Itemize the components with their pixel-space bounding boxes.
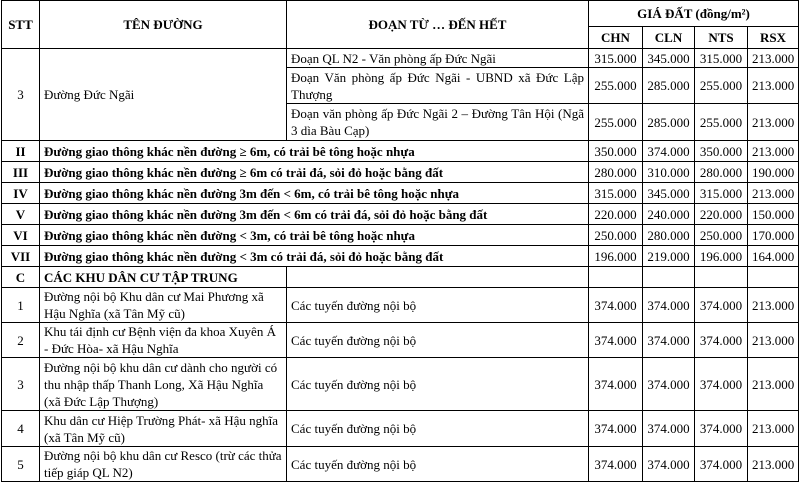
price-rsx: 213.000 [748, 411, 799, 447]
price-cln: 374.000 [643, 411, 695, 447]
price-cln: 374.000 [643, 323, 695, 358]
price-nts: 220.000 [695, 204, 748, 225]
table-row [2, 162, 799, 183]
road-type-cell: Đường giao thông khác nền đường < 3m có trải đá, sỏi đỏ hoặc bằng đất [40, 246, 589, 267]
table-row [2, 411, 799, 447]
stt-cell: 3 [2, 358, 40, 411]
header-chn: CHN [589, 27, 643, 49]
area-name-cell: Khu dân cư Hiệp Trường Phát- xã Hậu nghĩa (xã Tân Mỹ cũ) [40, 411, 287, 447]
segment-cell: Đoạn QL N2 - Văn phòng ấp Đức Ngãi [287, 49, 589, 68]
price-nts: 374.000 [695, 447, 748, 482]
price-nts: 196.000 [695, 246, 748, 267]
table-row [2, 447, 799, 482]
header-gia-dat: GIÁ ĐẤT (đồng/m²) [589, 1, 799, 27]
area-name-cell: Đường nội bộ khu dân cư Resco (trừ các thửa tiếp giáp QL N2) [40, 447, 287, 482]
stt-cell: C [2, 267, 40, 288]
table-row [2, 358, 799, 411]
table-row [2, 204, 799, 225]
price-chn: 374.000 [589, 323, 643, 358]
price-rsx: 170.000 [748, 225, 799, 246]
segment-cell: Các tuyến đường nội bộ [287, 358, 589, 411]
stt-cell: III [2, 162, 40, 183]
header-ten-duong: TÊN ĐƯỜNG [40, 1, 287, 49]
price-nts: 255.000 [695, 68, 748, 104]
table-row [2, 183, 799, 204]
price-cln: 374.000 [643, 288, 695, 323]
road-type-cell: Đường giao thông khác nền đường < 3m, có trải bê tông hoặc nhựa [40, 225, 589, 246]
price-cln: 240.000 [643, 204, 695, 225]
road-type-cell: Đường giao thông khác nền đường 3m đến < 6m, có trải bê tông hoặc nhựa [40, 183, 589, 204]
area-name-cell: Đường nội bộ Khu dân cư Mai Phương xã Hậu Nghĩa (xã Tân Mỹ cũ) [40, 288, 287, 323]
price-cln: 280.000 [643, 225, 695, 246]
segment-cell: Các tuyến đường nội bộ [287, 411, 589, 447]
stt-cell: 5 [2, 447, 40, 482]
stt-cell: VI [2, 225, 40, 246]
price-cln: 345.000 [643, 49, 695, 68]
price-cln: 374.000 [643, 447, 695, 482]
price-rsx: 213.000 [748, 68, 799, 104]
price-rsx: 213.000 [748, 288, 799, 323]
area-name-cell: Khu tái định cư Bệnh viện đa khoa Xuyên Á - Đức Hòa- xã Hậu Nghĩa [40, 323, 287, 358]
price-rsx: 213.000 [748, 183, 799, 204]
price-chn: 255.000 [589, 68, 643, 104]
table-row [2, 323, 799, 358]
price-cln: 310.000 [643, 162, 695, 183]
road-type-cell: Đường giao thông khác nền đường ≥ 6m có trải đá, sỏi đỏ hoặc bằng đất [40, 162, 589, 183]
segment-cell: Các tuyến đường nội bộ [287, 323, 589, 358]
price-chn: 250.000 [589, 225, 643, 246]
price-rsx: 213.000 [748, 49, 799, 68]
price-rsx: 213.000 [748, 323, 799, 358]
price-chn: 374.000 [589, 358, 643, 411]
price-nts: 280.000 [695, 162, 748, 183]
price-chn: 315.000 [589, 183, 643, 204]
price-rsx: 150.000 [748, 204, 799, 225]
table-row [2, 49, 799, 68]
price-cln: 374.000 [643, 358, 695, 411]
section-row [2, 267, 799, 288]
price-nts: 374.000 [695, 323, 748, 358]
price-nts: 315.000 [695, 49, 748, 68]
price-rsx: 213.000 [748, 447, 799, 482]
area-name-cell: Đường nội bộ khu dân cư dành cho người có thu nhập thấp Thanh Long, Xã Hậu Nghĩa (xã Đức Lập Thượng) [40, 358, 287, 411]
segment-cell: Các tuyến đường nội bộ [287, 447, 589, 482]
header-row-1 [2, 1, 799, 27]
price-nts: 374.000 [695, 358, 748, 411]
price-nts: 315.000 [695, 183, 748, 204]
price-cln: 219.000 [643, 246, 695, 267]
price-nts: 255.000 [695, 104, 748, 141]
price-rsx: 213.000 [748, 358, 799, 411]
price-nts: 250.000 [695, 225, 748, 246]
price-chn: 374.000 [589, 447, 643, 482]
stt-cell: II [2, 141, 40, 162]
segment-cell: Đoạn Văn phòng ấp Đức Ngãi - UBND xã Đức Lập Thượng [287, 68, 589, 104]
price-chn: 350.000 [589, 141, 643, 162]
section-title: CÁC KHU DÂN CƯ TẬP TRUNG [40, 267, 287, 288]
segment-cell: Đoạn văn phòng ấp Đức Ngãi 2 – Đường Tân Hội (Ngã 3 dìa Bàu Cạp) [287, 104, 589, 141]
stt-cell: 3 [2, 49, 40, 141]
price-rsx: 190.000 [748, 162, 799, 183]
land-price-table [1, 0, 799, 482]
price-cln: 345.000 [643, 183, 695, 204]
price-cln: 285.000 [643, 104, 695, 141]
header-stt: STT [2, 1, 40, 49]
price-chn: 315.000 [589, 49, 643, 68]
price-chn: 255.000 [589, 104, 643, 141]
price-chn: 374.000 [589, 411, 643, 447]
price-chn: 374.000 [589, 288, 643, 323]
table-row [2, 225, 799, 246]
stt-cell: 1 [2, 288, 40, 323]
road-type-cell: Đường giao thông khác nền đường 3m đến < 6m có trải đá, sỏi đỏ hoặc bằng đất [40, 204, 589, 225]
price-nts: 374.000 [695, 288, 748, 323]
table-row [2, 288, 799, 323]
segment-cell: Các tuyến đường nội bộ [287, 288, 589, 323]
stt-cell: 4 [2, 411, 40, 447]
price-nts: 350.000 [695, 141, 748, 162]
road-name-cell: Đường Đức Ngãi [40, 49, 287, 141]
header-nts: NTS [695, 27, 748, 49]
header-doan: ĐOẠN TỪ … ĐẾN HẾT [287, 1, 589, 49]
stt-cell: V [2, 204, 40, 225]
table-row [2, 141, 799, 162]
stt-cell: VII [2, 246, 40, 267]
price-cln: 374.000 [643, 141, 695, 162]
price-rsx: 164.000 [748, 246, 799, 267]
price-cln: 285.000 [643, 68, 695, 104]
header-rsx: RSX [748, 27, 799, 49]
stt-cell: 2 [2, 323, 40, 358]
stt-cell: IV [2, 183, 40, 204]
price-rsx: 213.000 [748, 104, 799, 141]
price-rsx: 213.000 [748, 141, 799, 162]
road-type-cell: Đường giao thông khác nền đường ≥ 6m, có trải bê tông hoặc nhựa [40, 141, 589, 162]
price-nts: 374.000 [695, 411, 748, 447]
price-chn: 220.000 [589, 204, 643, 225]
price-chn: 280.000 [589, 162, 643, 183]
price-chn: 196.000 [589, 246, 643, 267]
header-cln: CLN [643, 27, 695, 49]
table-row [2, 246, 799, 267]
